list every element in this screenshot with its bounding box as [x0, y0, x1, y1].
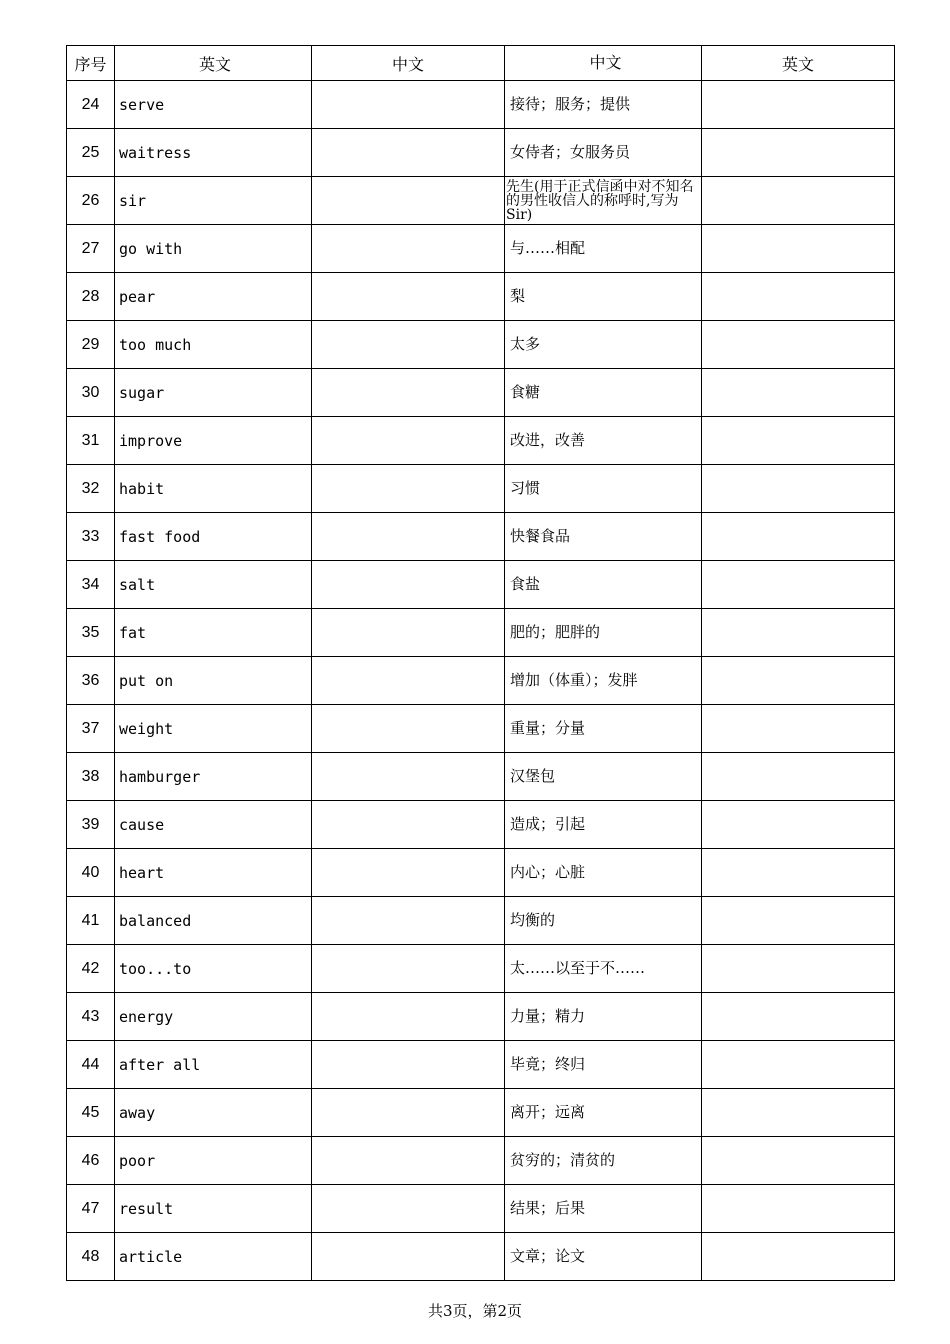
- chinese-meaning: 食盐: [505, 561, 702, 609]
- row-number: 31: [67, 417, 115, 465]
- row-number: 37: [67, 705, 115, 753]
- row-number: 29: [67, 321, 115, 369]
- english-answer-cell[interactable]: [702, 609, 895, 657]
- page-footer: 共3页，第2页: [427, 1302, 523, 1320]
- chinese-answer-cell[interactable]: [312, 849, 505, 897]
- chinese-answer-cell[interactable]: [312, 1233, 505, 1281]
- chinese-answer-cell[interactable]: [312, 945, 505, 993]
- table-row: [67, 849, 895, 897]
- table-row: [67, 81, 895, 129]
- row-number: 30: [67, 369, 115, 417]
- header-english-blank: 英文: [702, 46, 895, 81]
- english-answer-cell[interactable]: [702, 1233, 895, 1281]
- chinese-meaning: 增加（体重）；发胖: [505, 657, 702, 705]
- chinese-meaning: 改进，改善: [505, 417, 702, 465]
- english-word: too...to: [115, 945, 312, 993]
- english-word: waitress: [115, 129, 312, 177]
- english-answer-cell[interactable]: [702, 1185, 895, 1233]
- english-answer-cell[interactable]: [702, 993, 895, 1041]
- table-row: [67, 225, 895, 273]
- row-number: 36: [67, 657, 115, 705]
- english-answer-cell[interactable]: [702, 177, 895, 225]
- row-number: 47: [67, 1185, 115, 1233]
- table-row: [67, 369, 895, 417]
- chinese-meaning: 太多: [505, 321, 702, 369]
- table-row: [67, 753, 895, 801]
- header-english: 英文: [115, 46, 312, 81]
- chinese-meaning: 快餐食品: [505, 513, 702, 561]
- english-word: hamburger: [115, 753, 312, 801]
- english-answer-cell[interactable]: [702, 1089, 895, 1137]
- english-word: after all: [115, 1041, 312, 1089]
- chinese-answer-cell[interactable]: [312, 1089, 505, 1137]
- row-number: 45: [67, 1089, 115, 1137]
- chinese-answer-cell[interactable]: [312, 177, 505, 225]
- english-word: sir: [115, 177, 312, 225]
- english-answer-cell[interactable]: [702, 657, 895, 705]
- english-word: sugar: [115, 369, 312, 417]
- chinese-meaning: 接待；服务；提供: [505, 81, 702, 129]
- chinese-answer-cell[interactable]: [312, 1137, 505, 1185]
- english-answer-cell[interactable]: [702, 849, 895, 897]
- row-number: 24: [67, 81, 115, 129]
- chinese-answer-cell[interactable]: [312, 657, 505, 705]
- chinese-meaning: 梨: [505, 273, 702, 321]
- chinese-meaning: 文章；论文: [505, 1233, 702, 1281]
- english-answer-cell[interactable]: [702, 561, 895, 609]
- english-word: poor: [115, 1137, 312, 1185]
- chinese-answer-cell[interactable]: [312, 801, 505, 849]
- chinese-answer-cell[interactable]: [312, 561, 505, 609]
- chinese-meaning: 汉堡包: [505, 753, 702, 801]
- english-answer-cell[interactable]: [702, 273, 895, 321]
- english-answer-cell[interactable]: [702, 801, 895, 849]
- row-number: 48: [67, 1233, 115, 1281]
- table-row: [67, 513, 895, 561]
- table-row: [67, 129, 895, 177]
- row-number: 32: [67, 465, 115, 513]
- row-number: 28: [67, 273, 115, 321]
- chinese-answer-cell[interactable]: [312, 81, 505, 129]
- chinese-meaning: 重量；分量: [505, 705, 702, 753]
- row-number: 25: [67, 129, 115, 177]
- table-row: [67, 705, 895, 753]
- english-word: habit: [115, 465, 312, 513]
- row-number: 43: [67, 993, 115, 1041]
- english-answer-cell[interactable]: [702, 225, 895, 273]
- english-word: pear: [115, 273, 312, 321]
- chinese-answer-cell[interactable]: [312, 753, 505, 801]
- row-number: 26: [67, 177, 115, 225]
- chinese-answer-cell[interactable]: [312, 705, 505, 753]
- english-answer-cell[interactable]: [702, 1137, 895, 1185]
- english-word: away: [115, 1089, 312, 1137]
- chinese-answer-cell[interactable]: [312, 993, 505, 1041]
- table-row: [67, 1233, 895, 1281]
- chinese-meaning: 结果；后果: [505, 1185, 702, 1233]
- english-word: weight: [115, 705, 312, 753]
- chinese-meaning: 均衡的: [505, 897, 702, 945]
- chinese-meaning: 习惯: [505, 465, 702, 513]
- table-row: [67, 657, 895, 705]
- english-word: improve: [115, 417, 312, 465]
- table-row: [67, 1089, 895, 1137]
- chinese-meaning: 内心；心脏: [505, 849, 702, 897]
- header-no: 序号: [67, 46, 115, 81]
- chinese-answer-cell[interactable]: [312, 417, 505, 465]
- english-word: go with: [115, 225, 312, 273]
- table-row: [67, 417, 895, 465]
- english-answer-cell[interactable]: [702, 369, 895, 417]
- row-number: 42: [67, 945, 115, 993]
- english-answer-cell[interactable]: [702, 1041, 895, 1089]
- row-number: 27: [67, 225, 115, 273]
- chinese-answer-cell[interactable]: [312, 1185, 505, 1233]
- english-word: result: [115, 1185, 312, 1233]
- chinese-answer-cell[interactable]: [312, 1041, 505, 1089]
- english-word: fast food: [115, 513, 312, 561]
- table-row: [67, 465, 895, 513]
- english-answer-cell[interactable]: [702, 753, 895, 801]
- chinese-meaning: 食糖: [505, 369, 702, 417]
- english-word: serve: [115, 81, 312, 129]
- table-row: [67, 1185, 895, 1233]
- row-number: 40: [67, 849, 115, 897]
- chinese-meaning: 造成；引起: [505, 801, 702, 849]
- english-word: salt: [115, 561, 312, 609]
- table-row: [67, 321, 895, 369]
- row-number: 44: [67, 1041, 115, 1089]
- row-number: 41: [67, 897, 115, 945]
- table-row: [67, 273, 895, 321]
- chinese-answer-cell[interactable]: [312, 321, 505, 369]
- table-row: [67, 945, 895, 993]
- chinese-meaning: 毕竟；终归: [505, 1041, 702, 1089]
- chinese-answer-cell[interactable]: [312, 465, 505, 513]
- vocabulary-table: [66, 45, 895, 1281]
- row-number: 46: [67, 1137, 115, 1185]
- chinese-answer-cell[interactable]: [312, 897, 505, 945]
- chinese-meaning: 先生(用于正式信函中对不知名的男性收信人的称呼时,写为Sir): [505, 177, 702, 225]
- english-word: put on: [115, 657, 312, 705]
- chinese-answer-cell[interactable]: [312, 225, 505, 273]
- english-answer-cell[interactable]: [702, 945, 895, 993]
- table-row: [67, 561, 895, 609]
- english-word: cause: [115, 801, 312, 849]
- english-answer-cell[interactable]: [702, 417, 895, 465]
- table-row: [67, 1137, 895, 1185]
- english-answer-cell[interactable]: [702, 321, 895, 369]
- english-word: heart: [115, 849, 312, 897]
- chinese-answer-cell[interactable]: [312, 273, 505, 321]
- english-word: fat: [115, 609, 312, 657]
- header-chinese: 中文: [505, 46, 702, 81]
- table-row: [67, 993, 895, 1041]
- chinese-meaning: 力量；精力: [505, 993, 702, 1041]
- chinese-answer-cell[interactable]: [312, 609, 505, 657]
- chinese-meaning: 贫穷的；清贫的: [505, 1137, 702, 1185]
- chinese-meaning: 肥的；肥胖的: [505, 609, 702, 657]
- english-word: energy: [115, 993, 312, 1041]
- english-answer-cell[interactable]: [702, 465, 895, 513]
- row-number: 39: [67, 801, 115, 849]
- row-number: 33: [67, 513, 115, 561]
- english-answer-cell[interactable]: [702, 705, 895, 753]
- chinese-meaning: 离开；远离: [505, 1089, 702, 1137]
- english-word: too much: [115, 321, 312, 369]
- chinese-meaning: 女侍者；女服务员: [505, 129, 702, 177]
- chinese-answer-cell[interactable]: [312, 129, 505, 177]
- table-row: [67, 1041, 895, 1089]
- row-number: 35: [67, 609, 115, 657]
- header-chinese-blank: 中文: [312, 46, 505, 81]
- english-answer-cell[interactable]: [702, 81, 895, 129]
- header-row: [67, 46, 895, 81]
- english-word: balanced: [115, 897, 312, 945]
- row-number: 34: [67, 561, 115, 609]
- english-word: article: [115, 1233, 312, 1281]
- chinese-meaning: 太……以至于不……: [505, 945, 702, 993]
- chinese-meaning: 与……相配: [505, 225, 702, 273]
- chinese-answer-cell[interactable]: [312, 369, 505, 417]
- english-answer-cell[interactable]: [702, 129, 895, 177]
- english-answer-cell[interactable]: [702, 513, 895, 561]
- table-row: [67, 801, 895, 849]
- english-answer-cell[interactable]: [702, 897, 895, 945]
- table-row: [67, 177, 895, 225]
- table-row: [67, 897, 895, 945]
- chinese-answer-cell[interactable]: [312, 513, 505, 561]
- table-row: [67, 609, 895, 657]
- row-number: 38: [67, 753, 115, 801]
